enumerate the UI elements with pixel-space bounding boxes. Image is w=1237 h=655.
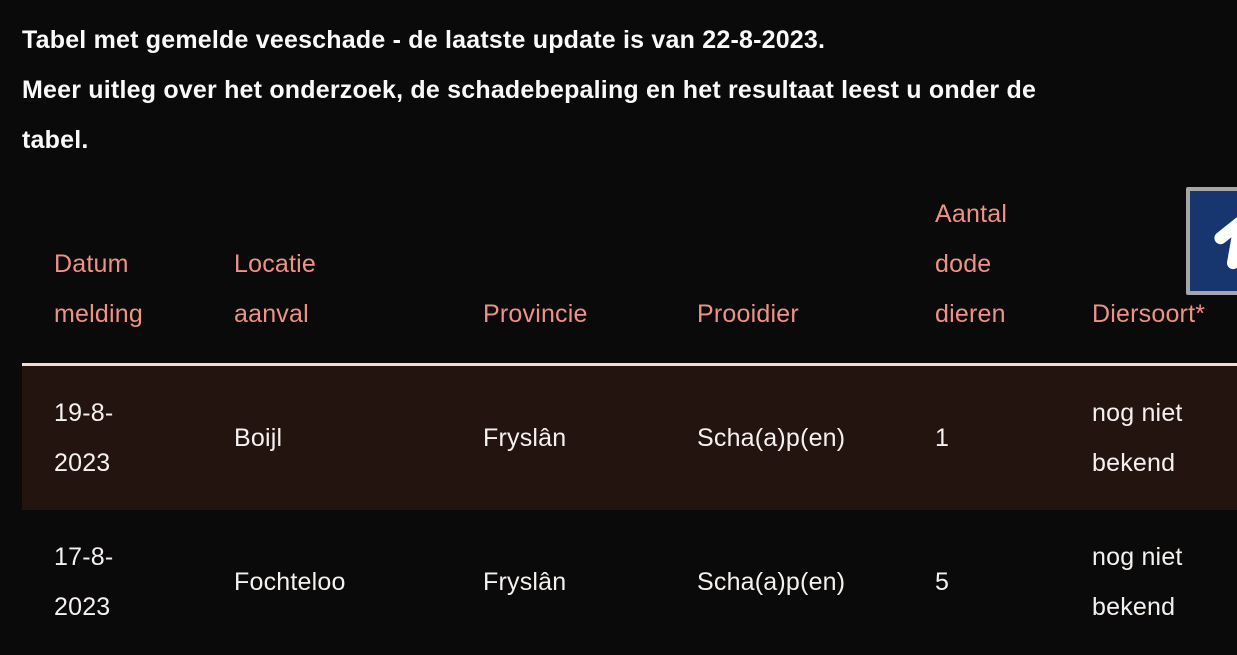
cell-aantal-dode-dieren: 1: [935, 424, 950, 452]
cell-provincie: Fryslân: [483, 424, 567, 452]
column-header-provincie: Provincie: [451, 185, 665, 365]
cell-locatie-aanval: Boijl: [234, 424, 283, 452]
scroll-to-top-button[interactable]: [1186, 187, 1237, 295]
column-header-datum-melding: Datum melding: [22, 185, 202, 365]
intro-line-2-text: Meer uitleg over het onderzoek, de schadebepaling en het resultaat leest u onder de: [22, 76, 1037, 104]
cell-datum-melding: 17-8-2023: [54, 543, 114, 621]
cell-diersoort: nog niet bekend: [1092, 543, 1183, 621]
column-header-locatie-aanval: Locatie aanval: [202, 185, 451, 365]
cell-diersoort: nog niet bekend: [1092, 399, 1183, 477]
table-header: [22, 185, 1237, 365]
cell-prooidier: Scha(a)p(en): [697, 568, 846, 596]
column-header-diersoort: Diersoort*: [1060, 185, 1237, 365]
intro-line-2: [22, 65, 1237, 165]
cell-datum-melding: 19-8-2023: [54, 399, 114, 477]
intro-line-2-tail: tabel.: [22, 126, 89, 154]
table-row: [22, 365, 1237, 511]
cell-provincie: Fryslân: [483, 568, 567, 596]
cell-aantal-dode-dieren: 5: [935, 568, 950, 596]
column-header-aantal-dode-dieren: Aantal dode dieren: [903, 185, 1060, 365]
arrow-up-icon: [1210, 212, 1237, 270]
table-body: [22, 365, 1237, 655]
column-header-prooidier: Prooidier: [665, 185, 903, 365]
table-row: [22, 510, 1237, 654]
cell-prooidier: Scha(a)p(en): [697, 424, 846, 452]
intro-text: [22, 15, 1237, 165]
intro-line-1: Tabel met gemelde veeschade - de laatste update is van 22-8-2023.: [22, 26, 826, 54]
table-header-row: [22, 185, 1237, 365]
cell-locatie-aanval: Fochteloo: [234, 568, 346, 596]
veeschade-table: [22, 185, 1237, 654]
